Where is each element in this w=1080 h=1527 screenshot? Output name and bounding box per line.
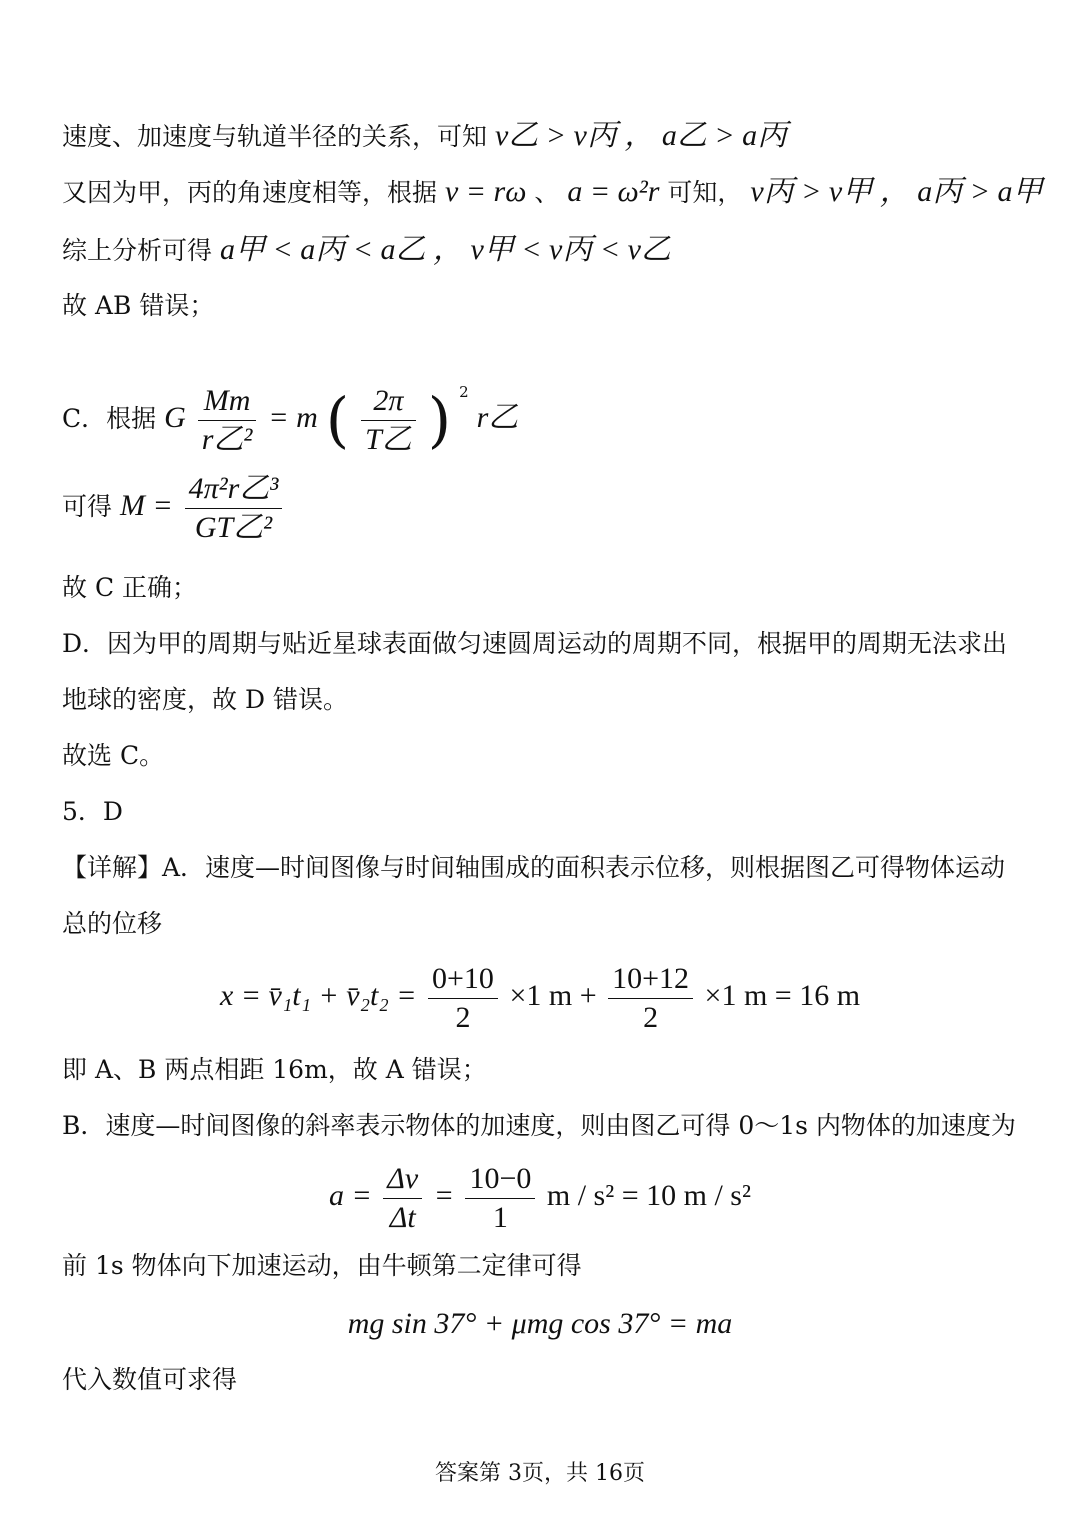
m-frac-num: 4π²r乙³ [185, 470, 283, 509]
c-right-paren: ) [427, 385, 452, 456]
c-frac2-num: 2π [361, 382, 416, 421]
c-g: G [164, 401, 186, 434]
newton-intro [62, 1250, 582, 1282]
m-label: 可得 [62, 492, 113, 521]
choice: 故选 C。 [62, 741, 165, 770]
m-frac-den: GT乙² [194, 511, 273, 544]
q5: 5．D [62, 797, 123, 826]
line1-math: v乙 > v丙 ， a乙 > a丙 [494, 119, 788, 152]
ab-distance [62, 1054, 487, 1086]
x-end: ×1 m = 16 m [704, 979, 861, 1012]
detail2: 总的位移 [62, 909, 163, 938]
c-fraction-2 [361, 382, 416, 459]
c-r: r乙 [476, 401, 519, 434]
x-f2-num: 10+12 [608, 960, 693, 999]
m-fraction [185, 470, 283, 547]
page-footer: 答案第 3页，共 16页 [435, 1461, 645, 1486]
c-fraction [198, 382, 257, 459]
line2-math: v丙 > v甲 ， a丙 > a甲 [750, 175, 1043, 208]
line1-text: 速度、加速度与轨道半径的关系，可知 [62, 122, 488, 151]
c-correct [62, 572, 197, 604]
c-left-paren: ( [325, 385, 350, 456]
acceleration-equation [0, 1158, 1080, 1237]
x-f2-den: 2 [643, 1000, 659, 1034]
a-eq: = [433, 1179, 454, 1212]
line2-eq1: v = rω [444, 175, 527, 208]
line3-math: a甲 < a丙 < a乙 ， v甲 < v丙 < v乙 [219, 233, 671, 266]
d1: D．因为甲的周期与贴近星球表面做匀速圆周运动的周期不同，根据甲的周期无法求出 [62, 629, 1008, 658]
choice-line [62, 740, 164, 772]
a-fraction-2 [465, 1160, 535, 1237]
x-mid: ×1 m + [509, 979, 597, 1012]
ab-wrong: 故 AB 错误； [62, 291, 215, 320]
line2-sep: 、 [534, 178, 560, 207]
a-f1-den: Δt [389, 1200, 416, 1234]
newton-eq: mg sin 37° + μmg cos 37° = ma [347, 1307, 733, 1340]
a-fraction-1 [383, 1160, 422, 1237]
text-line-1 [62, 120, 787, 153]
a-f2-den: 1 [492, 1200, 508, 1234]
m-lhs: M = [119, 489, 173, 522]
c-ok: 故 C 正确； [62, 573, 198, 602]
c-label: C．根据 [62, 404, 157, 433]
x-fraction-2 [608, 960, 693, 1037]
detail-line2 [62, 908, 162, 940]
c-frac2-den: T乙 [365, 423, 412, 456]
displacement-equation [0, 958, 1080, 1037]
newton: 前 1s 物体向下加速运动，由牛顿第二定律可得 [62, 1251, 582, 1280]
line3-text: 综上分析可得 [62, 236, 213, 265]
detail-line1 [62, 852, 1005, 884]
text-line-2 [62, 176, 1042, 209]
option-c-equation [62, 352, 518, 461]
mass-equation [62, 466, 286, 547]
x-f1-den: 2 [455, 1000, 471, 1034]
sub-in: 代入数值可求得 [62, 1365, 238, 1394]
c-eq: = m [268, 401, 318, 434]
c-exponent: 2 [459, 383, 469, 401]
substitute-line [62, 1364, 237, 1396]
line2-text2: 可知， [667, 178, 743, 207]
d2: 地球的密度，故 D 错误。 [62, 685, 348, 714]
x-lhs: x = v̄₁t₁ + v̄₂t₂ = [219, 979, 417, 1012]
line2-text: 又因为甲，丙的角速度相等，根据 [62, 178, 438, 207]
newton-equation [0, 1304, 1080, 1344]
option-d-line2 [62, 684, 348, 716]
x-f1-num: 0+10 [428, 960, 498, 999]
a-f2-num: 10−0 [465, 1160, 535, 1199]
b1: B．速度—时间图像的斜率表示物体的加速度，则由图乙可得 0～1s 内物体的加速度为 [62, 1111, 1016, 1140]
text-line-3 [62, 234, 671, 267]
text-line-4 [62, 290, 214, 322]
x-fraction-1 [428, 960, 498, 1037]
option-d-line1 [62, 628, 1007, 660]
a-lhs: a = [329, 1179, 372, 1212]
ab: 即 A、B 两点相距 16m，故 A 错误； [62, 1055, 487, 1084]
c-frac-num: Mm [198, 382, 257, 421]
question-5 [62, 796, 123, 828]
c-frac-den: r乙² [201, 423, 253, 456]
line2-eq2: a = ω²r [567, 175, 660, 208]
option-b-line [62, 1110, 1016, 1142]
a-f1-num: Δv [383, 1160, 422, 1199]
a-end: m / s² = 10 m / s² [546, 1179, 751, 1212]
detail1: 【详解】A．速度—时间图像与时间轴围成的面积表示位移，则根据图乙可得物体运动 [62, 853, 1006, 882]
